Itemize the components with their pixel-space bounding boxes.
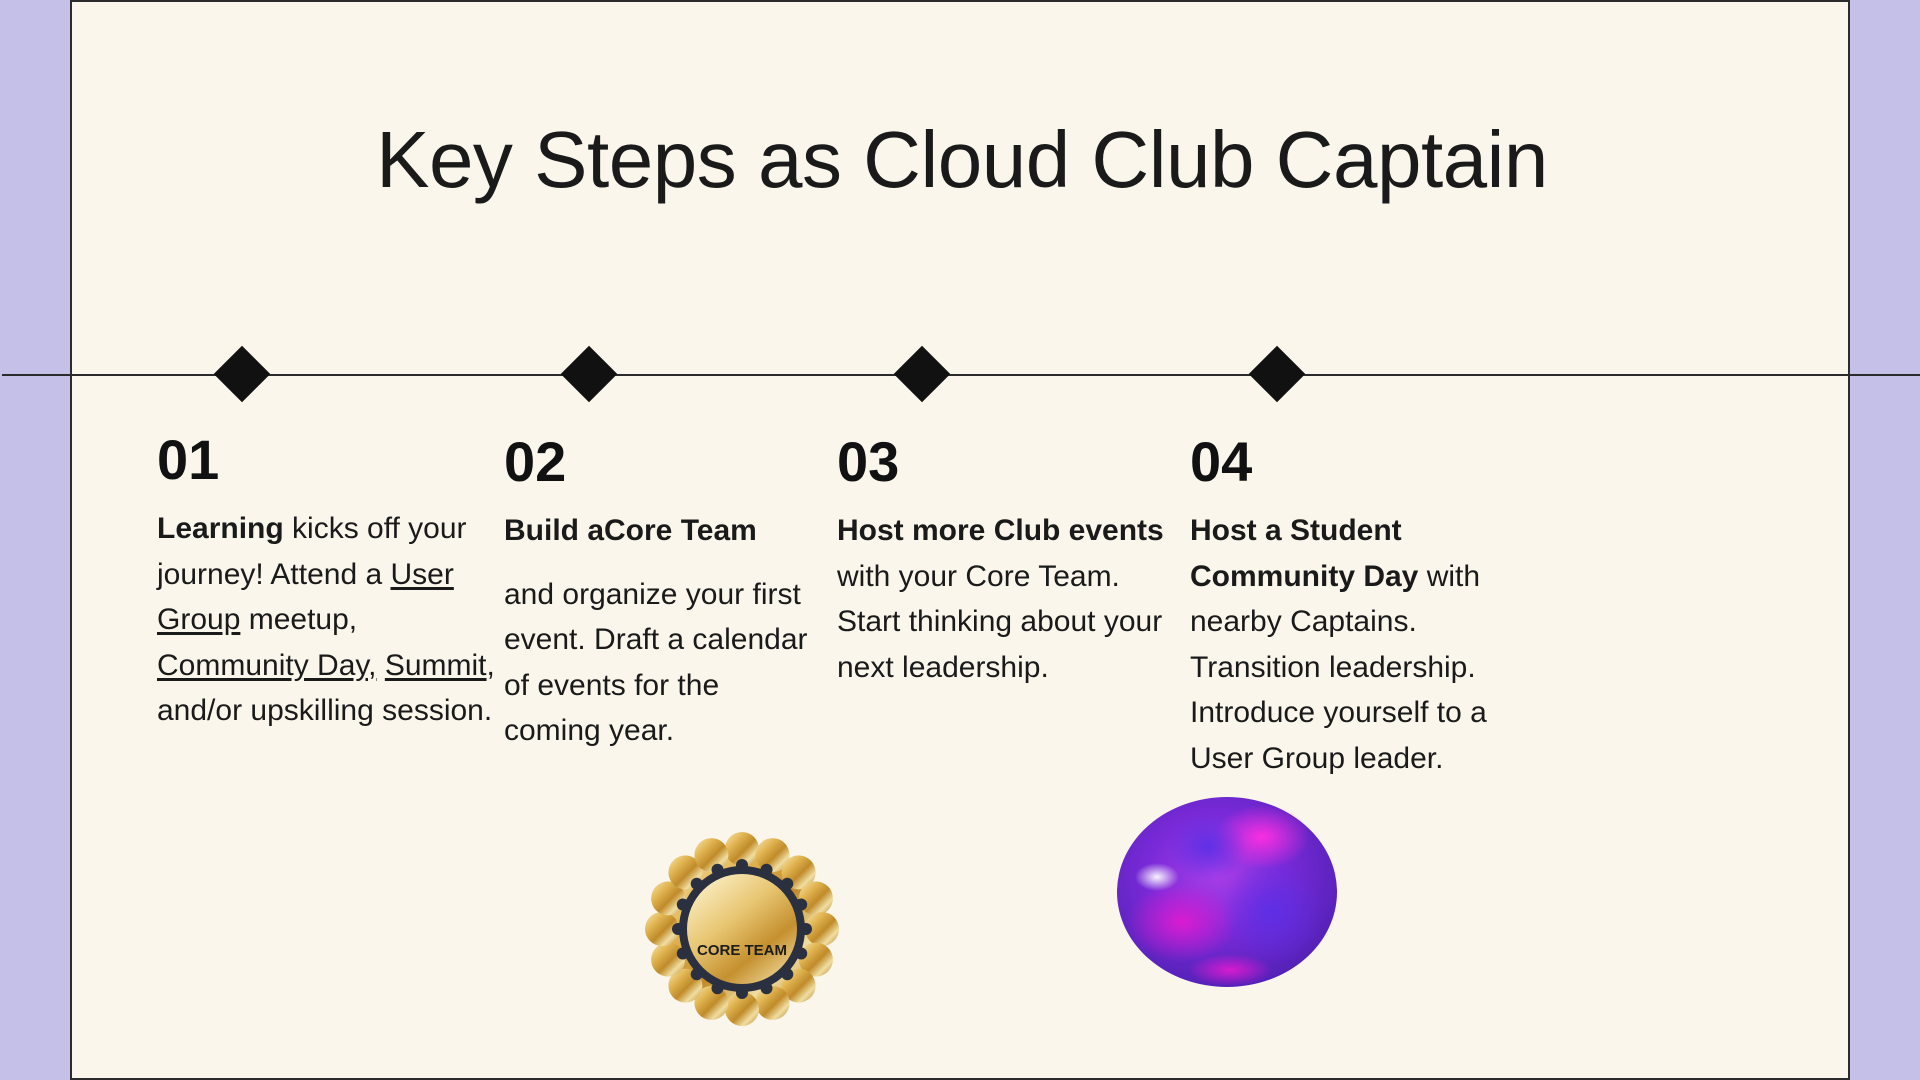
step-number-2: 02 — [504, 430, 567, 493]
timeline-marker-4 — [1249, 346, 1306, 403]
step-link-user-group[interactable]: User Group — [157, 557, 454, 637]
step-text-2: and organize your first event. Draft a calendar of events for the coming year. — [504, 577, 808, 748]
step-number-4: 04 — [1190, 430, 1253, 493]
step-text-4: with nearby Captains. Transition leadership. Introduce yourself to a User Group leader. — [1190, 559, 1487, 775]
timeline-axis — [2, 374, 1920, 376]
step-link-summit[interactable]: Summit — [384, 648, 487, 682]
step-column-1 — [157, 428, 502, 734]
step-column-2 — [504, 430, 814, 754]
step-text-1c — [377, 649, 385, 682]
svg-text:CORE TEAM: CORE TEAM — [697, 942, 787, 959]
step-text-1b: meetup, — [240, 603, 358, 637]
step-text-1a: kicks off your journey! Attend a — [157, 512, 467, 591]
timeline-marker-2 — [561, 346, 618, 403]
step-column-4 — [1190, 430, 1540, 782]
step-link-community-day[interactable]: Community Day, — [157, 648, 377, 682]
step-text-3: with your Core Team. Start thinking about your next leadership. — [837, 559, 1163, 684]
step-lead-4: Host a Student Community Day — [1190, 514, 1419, 593]
step-lead-3: Host more Club events — [837, 514, 1164, 547]
step-number-1: 01 — [157, 428, 220, 491]
purple-orb-graphic — [1112, 792, 1342, 992]
step-column-3 — [837, 430, 1187, 690]
step-number-3: 03 — [837, 430, 900, 493]
timeline-marker-1 — [214, 346, 271, 403]
page-title: Key Steps as Cloud Club Captain — [376, 115, 1548, 204]
step-text-1d: , and/or upskilling session. — [157, 648, 495, 728]
step-body-3 — [837, 508, 1187, 690]
core-team-badge — [642, 832, 842, 1027]
step-body-1 — [157, 506, 502, 734]
spacer — [504, 554, 814, 572]
step-lead-2: Build aCore Team — [504, 514, 757, 547]
step-body-2 — [504, 508, 814, 754]
slide-canvas — [70, 0, 1850, 1080]
step-lead-1: Learning — [157, 512, 284, 545]
step-body-4 — [1190, 508, 1540, 782]
timeline-marker-3 — [894, 346, 951, 403]
